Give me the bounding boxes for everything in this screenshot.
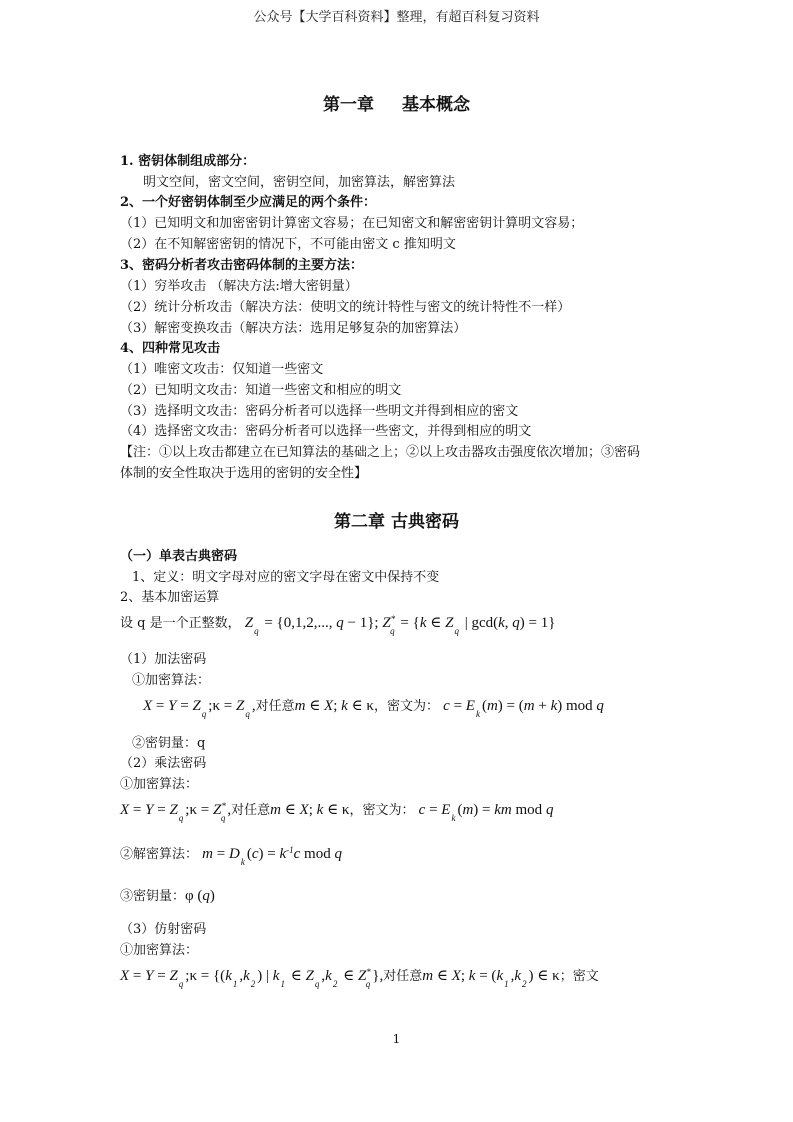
text-line: ②密钥量：q <box>132 736 206 751</box>
text-line: （1）唯密文攻击：仅知道一些密文 <box>120 362 324 377</box>
text-line: （2）统计分析攻击（解决方法：使明文的统计特性与密文的统计特性不一样） <box>120 300 571 315</box>
section-heading: 2、一个好密钥体制至少应满足的两个条件： <box>120 195 377 210</box>
section-heading: 3、密码分析者攻击密码体制的主要方法： <box>120 258 364 273</box>
formula-multiplicative-cipher: $c = E_k$ (m) = km mod q <box>418 802 554 823</box>
decrypt-label: ②解密算法： <box>120 847 199 862</box>
text-line: （1）加法密码 <box>120 652 207 667</box>
note-line: 体制的安全性取决于选用的密钥的安全性】 <box>120 466 368 481</box>
formula-any: 对任意 <box>383 969 423 984</box>
formula-line <box>120 965 599 989</box>
formula-any: 对任意 <box>231 803 271 818</box>
chapter1-title-number: 第一章 <box>323 95 374 115</box>
formula-multiplicative: $X = Y = Z_q$ ;κ = $Z^*_q$ ,对任意m ∈ X; k ∈ κ <box>120 801 350 823</box>
text-line: （3）解密变换攻击（解决方法：选用足够复杂的加密算法） <box>120 321 467 336</box>
text-line: ①加密算法： <box>132 673 211 688</box>
section-heading: （一）单表古典密码 <box>120 549 238 564</box>
chapter2-title: 第二章 古典密码 <box>334 512 459 532</box>
formula-decrypt: $m = D_k$ $(c) = k^{-1}c$ mod q <box>202 845 342 867</box>
formula-line <box>120 885 215 905</box>
text-line: （2）在不知解密密钥的情况下，不可能由密文 c 推知明文 <box>120 237 456 252</box>
formula-line <box>120 612 556 636</box>
keyspace-label: ③密钥量： <box>120 889 186 904</box>
affine-tail: ；密文 <box>559 969 599 984</box>
cipher-label: ，密文为： <box>373 699 439 714</box>
formula-any: 对任意 <box>255 699 295 714</box>
text-line: ①加密算法： <box>120 777 199 792</box>
formula-zq: $Z_q = \{0,1,2$,..., q − 1}; $Z^*_q = \{k$ ∈ $Z_q$ | gcd(k, q) = 1} <box>244 614 556 636</box>
text-line: ①加密算法： <box>120 943 199 958</box>
cipher-label: ，密文为： <box>349 803 415 818</box>
text-line: （2）乘法密码 <box>120 756 207 771</box>
text-line: （2）已知明文攻击：知道一些密文和相应的明文 <box>120 383 402 398</box>
section-heading: 4、四种常见攻击 <box>120 341 221 356</box>
text-line: 2、基本加密运算 <box>120 590 220 605</box>
formula-additive-cipher: $c = E_k$ (m) = (m + k) mod q <box>443 698 604 719</box>
formula-phi: φ (q) <box>185 888 215 904</box>
text-line: （1）已知明文和加密密钥计算密文容易；在已知密文和解密密钥计算明文容易； <box>120 216 584 231</box>
note-line: 【注：①以上攻击都建立在已知算法的基础之上；②以上攻击器攻击强度依次增加；③密码 <box>120 445 641 460</box>
formula-line <box>143 695 604 719</box>
section-heading: 1. 密钥体制组成部分： <box>120 154 256 169</box>
text-line: （1）穷举攻击 （解决方法:增大密钥量） <box>120 279 358 294</box>
text-line: （3）选择明文攻击：密码分析者可以选择一些明文并得到相应的密文 <box>120 404 519 419</box>
chapter1-title <box>0 90 793 115</box>
formula-prefix: 设 q 是一个正整数， <box>120 616 241 631</box>
text-line: （3）仿射密码 <box>120 922 207 937</box>
text-line: 1、定义：明文字母对应的密文字母在密文中保持不变 <box>132 570 440 585</box>
formula-line <box>120 799 554 823</box>
text-line: 明文空间，密文空间，密钥空间，加密算法，解密算法 <box>143 175 456 190</box>
page-number: 1 <box>392 1032 401 1046</box>
page-header: 公众号【大学百科资料】整理，有超百科复习资料 <box>253 10 540 25</box>
formula-affine: $X = Y = Z_q$ ;κ = {($k_1$ $,k_2$ ) | $k_1$ ∈ $Z_q$ $,k_2$ ∈ $Z^*_q$ },对任意m ∈ X; $k = (k_1$ $,k_2$ ) ∈ κ <box>120 967 560 989</box>
chapter1-title-name: 基本概念 <box>402 95 470 115</box>
formula-additive: $X = Y = Z_q$ ;κ = $Z_q$ ,对任意m ∈ X; k ∈ κ <box>143 698 374 719</box>
text-line: （4）选择密文攻击：密码分析者可以选择一些密文，并得到相应的明文 <box>120 424 532 439</box>
formula-line <box>120 843 342 867</box>
